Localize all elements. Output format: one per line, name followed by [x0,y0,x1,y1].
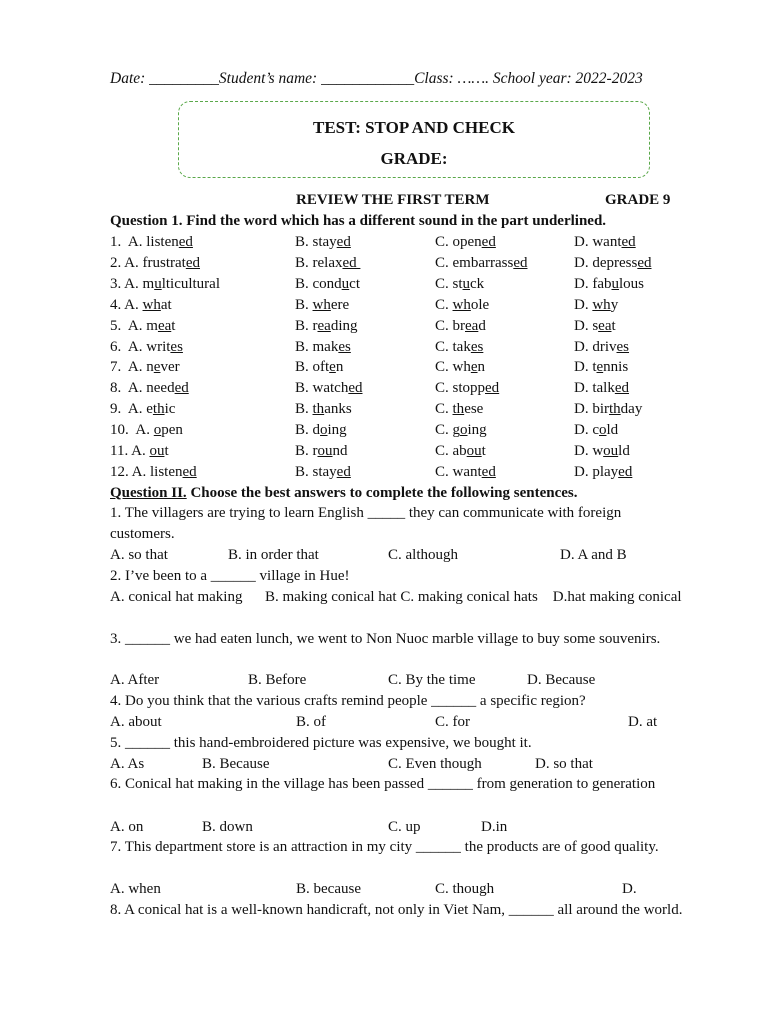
option-d[interactable] [574,295,618,315]
option-text: D. c [574,422,599,439]
underlined-part: ed [618,463,633,480]
option-text: C. [435,296,453,313]
underlined-part: ou [466,443,482,459]
option-1b[interactable]: B. in order that [228,547,319,563]
underlined-part: wh [452,296,471,313]
option-text: B. watch [295,380,349,397]
option-a[interactable] [110,232,193,252]
underlined-part: ed [174,380,189,397]
underlined-part: wh [142,296,161,313]
option-text: C. ab [435,443,467,459]
underlined-part: ed [178,234,193,250]
underlined-part: es [170,338,183,355]
option-1a[interactable]: A. so that [110,547,168,563]
option-4c[interactable]: C. for [435,714,470,730]
option-text: D. want [574,234,622,250]
title-box [178,101,650,178]
option-d[interactable] [574,253,652,273]
question-1-row [110,420,670,441]
option-text: B. r [295,443,318,459]
option-text: t [164,443,169,459]
option-a[interactable] [110,316,175,336]
option-text: ic [164,401,176,418]
underlined-part: ed [342,254,361,271]
underlined-part: ed [485,380,500,397]
option-text: anks [324,401,352,418]
option-text: 10. A. [110,422,154,439]
option-5a[interactable]: A. As [110,756,145,772]
underlined-part: ed [336,234,351,250]
sentence-7: 7. This department store is an attraction in my city ______ the products are of good quality. [110,839,659,855]
question-1-row [110,337,670,358]
option-text: y [610,296,619,313]
student-info-line: Date: _________Student’s name: ____________Class: ……. School year: 2022-2023 [110,70,643,87]
sentence-2-options[interactable]: A. conical hat making B. making conical hat C. making conical hats D.hat making conical [110,589,682,605]
option-3d[interactable]: D. Because [527,672,596,688]
option-7b[interactable]: B. because [296,881,361,897]
underlined-part: u [154,275,162,292]
underlined-part: wh [312,296,331,313]
option-text: C. [435,401,453,418]
underlined-part: o [153,422,162,439]
option-text: 5. A. m [110,317,158,334]
option-5d[interactable]: D. so that [535,756,593,772]
underlined-part: es [616,338,629,355]
option-7c[interactable]: C. though [435,881,495,897]
option-text: 11. A. [110,443,150,459]
underlined-part: ed [481,463,496,480]
underlined-part: o [320,422,328,439]
option-text: ck [470,275,485,292]
question-1-row [110,462,670,483]
option-d[interactable] [574,316,616,336]
underlined-part: wh [592,296,611,313]
option-c[interactable] [435,441,486,461]
option-text: C. embarrass [435,254,514,271]
question-2-number: Question II. [110,485,187,501]
option-text: D. fab [574,275,612,292]
option-a[interactable] [110,462,197,482]
sentence-1: 1. The villagers are trying to learn English _____ they can communicate with foreign customers. [110,505,622,542]
underlined-part: ed [621,234,636,250]
option-text: 1. A. listen [110,234,179,250]
option-d[interactable] [574,462,632,482]
option-a[interactable] [110,420,183,440]
option-text: ver [160,359,180,376]
option-d[interactable] [574,337,629,357]
option-a[interactable] [110,337,183,357]
option-5c[interactable]: C. Even though [388,756,482,772]
option-text: 3. A. m [110,275,155,292]
option-text: B. [295,401,313,418]
option-text: B. mak [295,338,339,355]
option-6a[interactable]: A. on [110,819,144,835]
option-text: C. wh [435,359,471,376]
option-b[interactable] [295,462,351,482]
option-b[interactable] [295,357,343,377]
option-text: D. driv [574,338,617,355]
test-title: TEST: STOP AND CHECK [312,118,515,137]
option-1c[interactable]: C. although [388,547,458,563]
underlined-part: th [609,401,621,418]
option-text: n [477,359,486,376]
option-text: D. w [574,443,604,459]
sentence-6: 6. Conical hat making in the village has been passed ______ from generation to generation [110,776,656,792]
option-text: ese [464,401,484,418]
underlined-part: o [460,422,468,439]
option-text: 7. A. n [110,359,154,376]
option-text: D. talk [574,380,615,397]
question-2-instruction: Choose the best answers to complete the following sentences. [186,485,578,501]
option-b[interactable] [295,295,349,315]
underlined-part: ea [598,317,612,334]
option-text: day [620,401,643,418]
option-b[interactable] [295,316,358,336]
option-7a[interactable]: A. when [110,881,161,897]
option-text: ding [330,317,358,334]
option-3a[interactable]: A. After [110,672,160,688]
option-text: d [478,317,486,334]
underlined-part: ed [182,463,197,480]
option-d[interactable] [574,274,644,294]
question-1-row [110,399,670,420]
underlined-part: ed [614,380,629,397]
option-text: ld [618,443,630,459]
option-text: lticultural [161,275,221,292]
option-text: C. br [435,317,465,334]
option-text: D. [574,296,593,313]
option-a[interactable] [110,274,220,294]
question-1-heading: Question 1. Find the word which has a different sound in the part underlined. [110,213,607,229]
option-c[interactable] [435,253,527,273]
option-text: ing [327,422,347,439]
option-6d[interactable]: D.in [481,819,508,835]
option-text: ole [470,296,490,313]
underlined-part: ea [465,317,479,334]
question-1-row [110,316,670,337]
option-b[interactable] [295,253,360,273]
option-4b[interactable]: B. of [296,714,326,730]
option-3c[interactable]: C. By the time [388,672,476,688]
option-text: 6. A. writ [110,338,171,355]
underlined-part: u [462,275,471,292]
underlined-part: ed [185,254,200,271]
option-a[interactable] [110,295,172,315]
sentence-4: 4. Do you think that the various crafts remind people ______ a specific region? [110,693,586,709]
option-text: B. cond [295,275,342,292]
option-text: D. play [574,463,619,480]
grade-label: GRADE: [380,149,448,168]
option-5b[interactable]: B. Because [202,756,270,772]
underlined-part: e [596,359,604,376]
question-1-row [110,378,670,399]
option-text: ld [606,422,619,439]
option-c[interactable] [435,378,499,398]
review-grade: GRADE 9 [605,192,671,208]
option-text: C. stopp [435,380,486,397]
sentence-3: 3. ______ we had eaten lunch, we went to Non Nuoc marble village to buy some souvenirs. [110,631,661,647]
option-a[interactable] [110,399,175,419]
underlined-part: ed [513,254,528,271]
option-b[interactable] [295,232,351,252]
question-1-row [110,357,670,378]
option-text: ing [467,422,487,439]
sentence-2: 2. I’ve been to a ______ village in Hue! [110,568,350,584]
underlined-part: ea [317,317,331,334]
option-d[interactable] [574,232,636,252]
option-d[interactable] [574,420,618,440]
option-text: D. bir [574,401,609,418]
option-4d[interactable]: D. at [628,714,658,730]
option-text: t [611,317,616,334]
underlined-part: es [338,338,351,355]
underlined-part: u [611,275,619,292]
option-text: 4. A. [110,296,143,313]
option-text: at [160,296,172,313]
option-c[interactable] [435,399,483,419]
option-b[interactable] [295,274,360,294]
option-d[interactable] [574,378,629,398]
option-c[interactable] [435,357,485,377]
underlined-part: ou [603,443,619,459]
underlined-part: o [599,422,607,439]
option-text: B. relax [295,254,343,271]
option-text: B. [295,296,313,313]
option-text: ct [349,275,360,292]
underlined-part: ed [348,380,363,397]
option-d[interactable] [574,441,630,461]
option-text: C. g [435,422,461,439]
option-4a[interactable]: A. about [110,714,162,730]
option-text: B. oft [295,359,330,376]
question-1-row [110,253,670,274]
underlined-part: ed [637,254,652,271]
option-text: nnis [603,359,629,376]
option-text: B. stay [295,463,337,480]
option-b[interactable] [295,441,348,461]
option-text: D. s [574,317,599,334]
option-a[interactable] [110,378,189,398]
underlined-part: th [152,401,165,418]
option-text: C. st [435,275,463,292]
option-text: pen [161,422,183,439]
option-text: nd [332,443,348,459]
option-text: t [481,443,486,459]
question-1-row [110,441,670,462]
option-text: C. want [435,463,482,480]
option-a[interactable] [110,357,180,377]
option-7d[interactable]: D. [622,881,637,897]
option-d[interactable] [574,399,642,419]
option-text: B. stay [295,234,337,250]
option-c[interactable] [435,462,496,482]
option-text: t [171,317,176,334]
option-text: B. r [295,317,318,334]
option-a[interactable] [110,441,169,461]
option-c[interactable] [435,337,483,357]
underlined-part: ou [317,443,333,459]
underlined-part: e [329,359,336,376]
question-2-heading [110,483,577,503]
option-c[interactable] [435,232,496,252]
underlined-part: ed [336,463,351,480]
review-title: REVIEW THE FIRST TERM [296,192,490,208]
option-text: ere [330,296,350,313]
option-text: n [335,359,344,376]
option-text: lous [619,275,645,292]
underlined-part: e [153,359,161,376]
option-text: D. t [574,359,597,376]
option-a[interactable] [110,253,200,273]
option-1d[interactable]: D. A and B [560,547,627,563]
option-text: 8. A. need [110,380,175,397]
option-text: 9. A. e [110,401,153,418]
question-1-row [110,295,670,316]
option-text: 2. A. frustrat [110,254,186,271]
option-text: D. depress [574,254,638,271]
option-c[interactable] [435,316,486,336]
underlined-part: ed [481,234,496,250]
underlined-part: th [312,401,325,418]
sentence-5: 5. ______ this hand-embroidered picture was expensive, we bought it. [110,735,532,751]
option-d[interactable] [574,357,628,377]
option-c[interactable] [435,420,487,440]
option-c[interactable] [435,295,489,315]
option-b[interactable] [295,337,351,357]
sentence-8: 8. A conical hat is a well-known handicraft, not only in Viet Nam, ______ all around the world. [110,902,683,918]
underlined-part: e [470,359,478,376]
option-b[interactable] [295,399,352,419]
underlined-part: u [341,275,350,292]
underlined-part: ea [157,317,172,334]
option-c[interactable] [435,274,484,294]
option-3b[interactable]: B. Before [248,672,307,688]
option-text: C. open [435,234,482,250]
option-b[interactable] [295,378,363,398]
question-1-row [110,232,670,253]
option-text: C. tak [435,338,471,355]
option-text: 12. A. listen [110,463,183,480]
option-6c[interactable]: C. up [388,819,421,835]
option-b[interactable] [295,420,347,440]
underlined-part: ou [149,443,165,459]
underlined-part: es [470,338,484,355]
option-text: B. d [295,422,321,439]
option-6b[interactable]: B. down [202,819,253,835]
question-1-row [110,274,670,295]
underlined-part: th [452,401,465,418]
